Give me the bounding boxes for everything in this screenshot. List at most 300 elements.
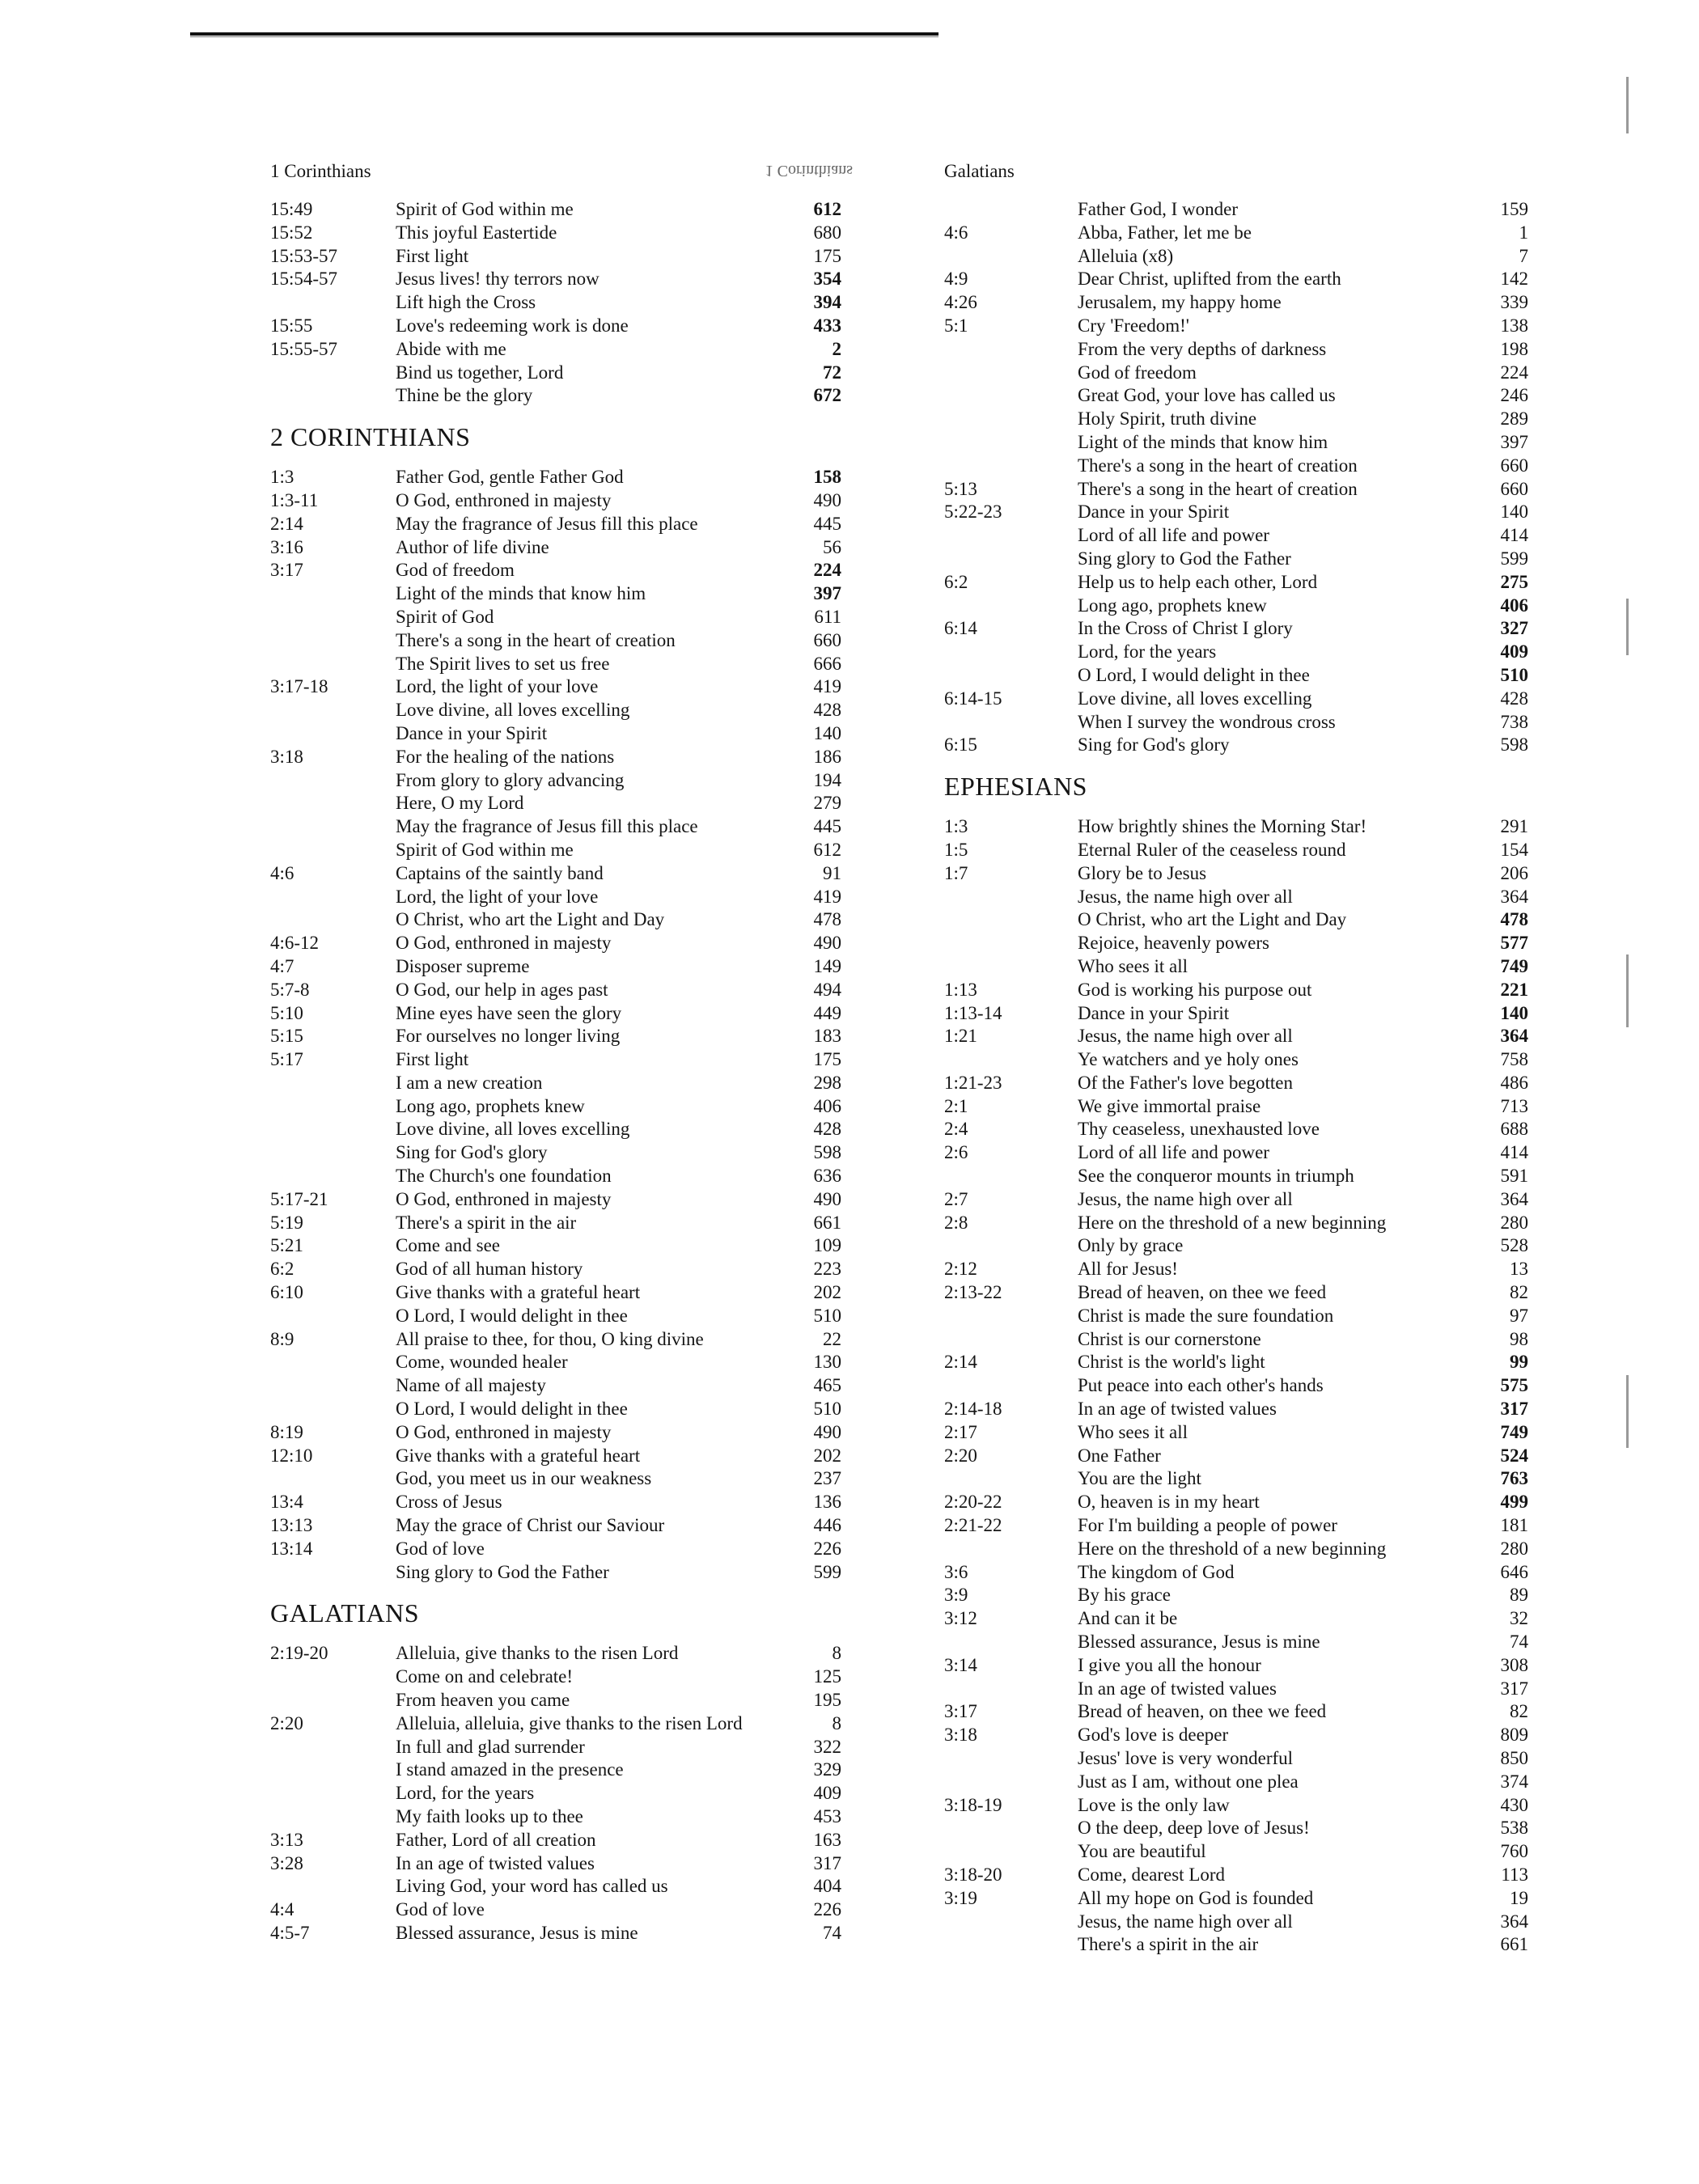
index-entry (944, 1025, 1535, 1048)
scripture-reference: 15:54-57 (270, 269, 338, 290)
index-entry (270, 699, 861, 722)
scripture-reference: 2:20 (944, 1445, 977, 1466)
index-entry (270, 1782, 861, 1805)
hymn-title: Jerusalem, my happy home (1078, 292, 1282, 313)
index-entry (270, 1141, 861, 1165)
hymn-number: 406 (813, 1095, 841, 1116)
hymn-title: Jesus lives! thy terrors now (396, 269, 600, 290)
index-entry (944, 1048, 1535, 1072)
hymn-title: First light (396, 245, 469, 266)
hymn-number: 661 (1500, 1934, 1528, 1955)
index-entry (944, 1328, 1535, 1352)
hymn-title: Come on and celebrate! (396, 1666, 574, 1687)
hymn-title: By his grace (1078, 1585, 1171, 1606)
hymn-number: 237 (813, 1468, 841, 1489)
hymn-title: In an age of twisted values (396, 1852, 595, 1873)
hymn-title: For ourselves no longer living (396, 1026, 621, 1047)
hymn-title: My faith looks up to thee (396, 1806, 583, 1826)
index-entry (270, 1467, 861, 1491)
scripture-reference: 12:10 (270, 1445, 313, 1466)
scripture-reference: 2:20-22 (944, 1492, 1002, 1513)
hymn-title: Love divine, all loves excelling (396, 700, 630, 721)
hymn-number: 317 (1500, 1399, 1528, 1420)
hymn-title: God's love is deeper (1078, 1725, 1229, 1746)
scan-edge-mark (1626, 77, 1629, 133)
hymn-title: Come and see (396, 1235, 501, 1256)
hymn-title: Lord of all life and power (1078, 525, 1269, 546)
hymn-number: 494 (813, 979, 841, 1000)
hymn-number: 406 (1500, 595, 1528, 616)
hymn-number: 136 (813, 1492, 841, 1513)
hymn-title: Abba, Father, let me be (1078, 222, 1252, 243)
hymn-title: Jesus, the name high over all (1078, 1026, 1293, 1047)
hymn-title: God is working his purpose out (1078, 979, 1312, 1000)
hymn-title: Father God, I wonder (1078, 199, 1239, 219)
index-entry (270, 1852, 861, 1876)
index-entry (270, 908, 861, 932)
hymn-title: O, heaven is in my heart (1078, 1492, 1260, 1513)
hymn-number: 186 (813, 746, 841, 767)
hymn-title: Sing for God's glory (1078, 734, 1230, 756)
hymn-number: 490 (813, 489, 841, 510)
hymn-title: Blessed assurance, Jesus is mine (396, 1922, 638, 1943)
hymn-title: There's a song in the heart of creation (396, 629, 676, 650)
hymn-number: 850 (1500, 1748, 1528, 1768)
scripture-reference: 15:52 (270, 222, 313, 243)
scripture-reference: 2:14-18 (944, 1399, 1002, 1420)
hymn-number: 130 (813, 1352, 841, 1373)
hymn-title: Lift high the Cross (396, 292, 536, 313)
hymn-number: 598 (813, 1142, 841, 1163)
hymn-title: Put peace into each other's hands (1078, 1375, 1324, 1396)
hymn-title: Ye watchers and ye holy ones (1078, 1049, 1299, 1070)
hymn-number: 449 (813, 1002, 841, 1023)
index-entry (270, 1002, 861, 1026)
hymn-number: 280 (1500, 1212, 1528, 1233)
hymn-number: 327 (1500, 618, 1528, 639)
scripture-reference: 5:17 (270, 1049, 303, 1070)
hymn-title: Name of all majesty (396, 1375, 546, 1396)
hymn-title: Eternal Ruler of the ceaseless round (1078, 839, 1346, 860)
hymn-number: 478 (1500, 909, 1528, 930)
scripture-reference: 3:6 (944, 1561, 968, 1582)
hymn-number: 499 (1500, 1492, 1528, 1513)
index-entry (944, 384, 1535, 408)
scripture-reference: 2:7 (944, 1188, 968, 1209)
hymn-title: Dance in your Spirit (1078, 1002, 1230, 1023)
index-entry (270, 932, 861, 955)
index-entry (270, 862, 861, 886)
index-entry (270, 792, 861, 815)
hymn-title: Love is the only law (1078, 1794, 1230, 1815)
left-sections (270, 198, 861, 1945)
hymn-title: Sing for God's glory (396, 1142, 548, 1163)
index-entry (944, 1840, 1535, 1864)
section (270, 1595, 861, 1945)
hymn-number: 611 (814, 606, 841, 627)
hymn-number: 194 (813, 769, 841, 790)
index-entry (270, 1398, 861, 1421)
scripture-reference: 2:21-22 (944, 1515, 1002, 1536)
hymn-title: I am a new creation (396, 1072, 543, 1093)
index-entry (270, 1118, 861, 1141)
scripture-reference: 3:19 (944, 1887, 977, 1908)
hymn-title: There's a spirit in the air (396, 1212, 577, 1233)
running-head-right (944, 158, 1535, 198)
hymn-title: Christ is our cornerstone (1078, 1328, 1261, 1349)
index-entry (270, 315, 861, 338)
scripture-reference: 1:3-11 (270, 489, 319, 510)
hymn-title: Give thanks with a grateful heart (396, 1445, 641, 1466)
hymn-number: 660 (813, 629, 841, 650)
index-entry (944, 1234, 1535, 1258)
hymn-title: There's a spirit in the air (1078, 1934, 1259, 1955)
index-entry (944, 711, 1535, 734)
index-entry (944, 315, 1535, 338)
index-entry (270, 1759, 861, 1782)
hymn-number: 490 (813, 933, 841, 954)
hymn-number: 446 (813, 1515, 841, 1536)
index-entry (944, 1305, 1535, 1328)
index-entry (944, 1678, 1535, 1701)
hymn-number: 2 (832, 338, 841, 359)
index-entry (270, 1188, 861, 1212)
hymn-title: Come, wounded healer (396, 1352, 568, 1373)
hymn-number: 433 (813, 315, 841, 336)
index-entry (944, 1607, 1535, 1631)
index-entry (270, 1445, 861, 1468)
scripture-reference: 4:9 (944, 269, 968, 290)
hymn-title: Dance in your Spirit (396, 722, 548, 743)
right-sections (944, 198, 1535, 1957)
hymn-number: 599 (813, 1561, 841, 1582)
hymn-title: All my hope on God is founded (1078, 1887, 1314, 1908)
hymn-title: From heaven you came (396, 1690, 570, 1711)
scripture-reference: 2:1 (944, 1095, 968, 1116)
hymn-title: I give you all the honour (1078, 1654, 1261, 1675)
index-entry (944, 979, 1535, 1002)
hymn-number: 206 (1500, 862, 1528, 883)
hymn-number: 599 (1500, 548, 1528, 569)
hymn-number: 486 (1500, 1072, 1528, 1093)
hymn-title: O God, enthroned in majesty (396, 489, 612, 510)
hymn-title: God of all human history (396, 1259, 583, 1280)
hymn-number: 414 (1500, 1142, 1528, 1163)
hymn-title: There's a song in the heart of creation (1078, 478, 1358, 499)
hymn-title: For the healing of the nations (396, 746, 615, 767)
running-head-label: 1 Corinthians (270, 161, 371, 181)
hymn-number: 660 (1500, 478, 1528, 499)
hymn-title: God, you meet us in our weakness (396, 1468, 652, 1489)
hymn-number: 636 (813, 1166, 841, 1187)
scripture-reference: 13:13 (270, 1515, 313, 1536)
index-entry (270, 1165, 861, 1188)
index-entry (944, 1188, 1535, 1212)
scripture-reference: 1:3 (944, 816, 968, 837)
hymn-title: And can it be (1078, 1608, 1178, 1629)
hymn-number: 8 (832, 1712, 841, 1733)
hymn-number: 763 (1500, 1468, 1528, 1489)
hymn-number: 409 (813, 1783, 841, 1804)
hymn-title: Here, O my Lord (396, 793, 524, 814)
index-entry (944, 1724, 1535, 1747)
hymn-title: Cry 'Freedom!' (1078, 315, 1189, 336)
scripture-reference: 2:14 (944, 1352, 977, 1373)
hymn-number: 99 (1510, 1352, 1528, 1373)
index-entry (270, 466, 861, 489)
hymn-title: May the grace of Christ our Saviour (396, 1515, 665, 1536)
scripture-reference: 2:8 (944, 1212, 968, 1233)
hymn-title: Thy ceaseless, unexhausted love (1078, 1119, 1320, 1140)
hymn-title: Christ is made the sure foundation (1078, 1305, 1334, 1326)
scripture-reference: 2:20 (270, 1712, 303, 1733)
index-entry (944, 501, 1535, 524)
index-entry (944, 1514, 1535, 1538)
hymn-title: From the very depths of darkness (1078, 338, 1327, 359)
hymn-title: O Lord, I would delight in thee (1078, 664, 1310, 685)
scripture-reference: 5:15 (270, 1026, 303, 1047)
hymn-number: 688 (1500, 1119, 1528, 1140)
hymn-number: 524 (1500, 1445, 1528, 1466)
scripture-reference: 4:5-7 (270, 1922, 310, 1943)
hymn-title: You are the light (1078, 1468, 1201, 1489)
hymn-title: Holy Spirit, truth divine (1078, 408, 1257, 430)
hymn-title: Rejoice, heavenly powers (1078, 933, 1269, 954)
index-entry (944, 245, 1535, 269)
index-entry (944, 1351, 1535, 1374)
hymn-number: 374 (1500, 1771, 1528, 1792)
hymn-number: 445 (813, 816, 841, 837)
index-entry (270, 1234, 861, 1258)
index-entry (944, 1141, 1535, 1165)
scripture-reference: 1:7 (944, 862, 968, 883)
index-entry (944, 1258, 1535, 1281)
scripture-reference: 4:6-12 (270, 933, 320, 954)
index-entry (270, 1048, 861, 1072)
hymn-number: 175 (813, 1049, 841, 1070)
hymn-title: I stand amazed in the presence (396, 1759, 624, 1780)
hymn-number: 280 (1500, 1538, 1528, 1559)
scripture-reference: 13:14 (270, 1538, 313, 1559)
hymn-number: 223 (813, 1259, 841, 1280)
hymn-number: 575 (1500, 1375, 1528, 1396)
index-entry (944, 1700, 1535, 1724)
index-entry (944, 1911, 1535, 1934)
left-column (270, 158, 861, 1945)
index-entry (270, 513, 861, 536)
top-rule-shadow (190, 36, 938, 37)
index-entry (270, 1689, 861, 1712)
hymn-title: In the Cross of Christ I glory (1078, 618, 1293, 639)
hymn-number: 109 (813, 1235, 841, 1256)
hymn-number: 82 (1510, 1282, 1528, 1303)
scripture-reference: 4:6 (944, 222, 968, 243)
scripture-reference: 2:6 (944, 1142, 968, 1163)
hymn-title: Bind us together, Lord (396, 362, 564, 383)
hymn-number: 809 (1500, 1725, 1528, 1746)
scripture-reference: 8:19 (270, 1421, 303, 1442)
hymn-number: 354 (813, 269, 841, 290)
index-entry (270, 222, 861, 245)
hymn-title: Light of the minds that know him (396, 583, 646, 604)
scripture-reference: 3:12 (944, 1608, 977, 1629)
hymn-title: Jesus, the name high over all (1078, 1911, 1293, 1932)
hymn-number: 22 (823, 1328, 841, 1349)
hymn-number: 428 (813, 1119, 841, 1140)
index-entry (270, 1351, 861, 1374)
hymn-title: Mine eyes have seen the glory (396, 1002, 622, 1023)
hymn-number: 97 (1510, 1305, 1528, 1326)
hymn-number: 394 (813, 292, 841, 313)
running-head-mirrored: 1 Corinthians (765, 162, 853, 180)
hymn-number: 591 (1500, 1166, 1528, 1187)
hymn-title: Here on the threshold of a new beginning (1078, 1212, 1387, 1233)
running-head-label: Galatians (944, 161, 1015, 181)
hymn-number: 364 (1500, 1911, 1528, 1932)
scripture-reference: 15:55 (270, 315, 313, 336)
hymn-title: When I survey the wondrous cross (1078, 711, 1336, 732)
index-entry (944, 1374, 1535, 1398)
hymn-number: 140 (1500, 502, 1528, 523)
hymn-number: 308 (1500, 1654, 1528, 1675)
scripture-reference: 8:9 (270, 1328, 294, 1349)
index-entry (944, 932, 1535, 955)
hymn-title: O God, our help in ages past (396, 979, 608, 1000)
scripture-reference: 3:17 (270, 560, 303, 581)
hymn-title: God of love (396, 1899, 485, 1920)
section-heading: 2 CORINTHIANS (270, 422, 471, 452)
index-entry (944, 524, 1535, 548)
hymn-number: 224 (1500, 362, 1528, 383)
hymn-title: The Church's one foundation (396, 1166, 612, 1187)
index-entry (944, 362, 1535, 385)
index-entry (270, 769, 861, 793)
index-entry (270, 1666, 861, 1689)
hymn-number: 430 (1500, 1794, 1528, 1815)
hymn-title: Lord, the light of your love (396, 676, 599, 697)
hymn-number: 419 (813, 676, 841, 697)
index-entry (270, 722, 861, 746)
hymn-title: Who sees it all (1078, 1421, 1188, 1442)
hymn-title: The Spirit lives to set us free (396, 653, 610, 674)
scripture-reference: 13:4 (270, 1492, 303, 1513)
index-entry (944, 222, 1535, 245)
index-entry (270, 1072, 861, 1095)
hymn-number: 1 (1519, 222, 1528, 243)
hymn-number: 89 (1510, 1585, 1528, 1606)
hymn-title: Here on the threshold of a new beginning (1078, 1538, 1387, 1559)
hymn-number: 224 (813, 560, 841, 581)
scripture-reference: 15:55-57 (270, 338, 338, 359)
index-entry (944, 734, 1535, 757)
hymn-number: 397 (813, 583, 841, 604)
hymn-title: All praise to thee, for thou, O king divine (396, 1328, 704, 1349)
scripture-reference: 3:18 (944, 1725, 977, 1746)
hymn-number: 202 (813, 1445, 841, 1466)
scripture-reference: 15:53-57 (270, 245, 338, 266)
index-entry (270, 1712, 861, 1736)
index-entry (270, 1829, 861, 1852)
index-entry (944, 839, 1535, 862)
hymn-number: 195 (813, 1690, 841, 1711)
hymn-number: 7 (1519, 245, 1528, 266)
scripture-reference: 5:17-21 (270, 1188, 328, 1209)
hymn-number: 8 (832, 1643, 841, 1664)
hymn-number: 98 (1510, 1328, 1528, 1349)
hymn-number: 339 (1500, 292, 1528, 313)
hymn-title: Spirit of God within me (396, 839, 574, 860)
index-entry (944, 815, 1535, 839)
scripture-reference: 4:26 (944, 292, 977, 313)
hymn-number: 760 (1500, 1841, 1528, 1862)
hymn-number: 660 (1500, 455, 1528, 476)
hymn-number: 226 (813, 1538, 841, 1559)
hymn-title: First light (396, 1049, 469, 1070)
hymn-title: Only by grace (1078, 1235, 1184, 1256)
hymn-title: Glory be to Jesus (1078, 862, 1207, 883)
hymn-title: Who sees it all (1078, 955, 1188, 976)
index-entry (944, 1072, 1535, 1095)
hymn-number: 713 (1500, 1095, 1528, 1116)
hymn-number: 419 (813, 886, 841, 907)
scripture-reference: 3:18 (270, 746, 303, 767)
hymn-title: Come, dearest Lord (1078, 1864, 1226, 1885)
index-entry (944, 617, 1535, 641)
scripture-reference: 2:19-20 (270, 1643, 328, 1664)
scripture-reference: 4:6 (270, 862, 294, 883)
index-entry (270, 1421, 861, 1445)
hymn-title: O God, enthroned in majesty (396, 1188, 612, 1209)
hymn-number: 142 (1500, 269, 1528, 290)
scripture-reference: 6:10 (270, 1282, 303, 1303)
hymn-number: 175 (813, 245, 841, 266)
index-entry (944, 1281, 1535, 1305)
hymn-title: Help us to help each other, Lord (1078, 571, 1318, 592)
hymn-title: Long ago, prophets knew (1078, 595, 1267, 616)
index-entry (944, 455, 1535, 478)
hymn-title: Love divine, all loves excelling (396, 1119, 630, 1140)
hymn-number: 221 (1500, 979, 1528, 1000)
hymn-title: This joyful Eastertide (396, 222, 557, 243)
hymn-title: God of freedom (396, 560, 515, 581)
scripture-reference: 2:12 (944, 1259, 977, 1280)
index-entry (270, 955, 861, 979)
hymn-title: One Father (1078, 1445, 1161, 1466)
hymn-number: 289 (1500, 408, 1528, 430)
hymn-title: Jesus, the name high over all (1078, 886, 1293, 907)
hymn-number: 113 (1501, 1864, 1528, 1885)
hymn-number: 758 (1500, 1049, 1528, 1070)
index-entry (944, 1491, 1535, 1514)
hymn-title: May the fragrance of Jesus fill this place (396, 513, 698, 534)
hymn-title: Father, Lord of all creation (396, 1829, 596, 1850)
hymn-title: See the conqueror mounts in triumph (1078, 1166, 1354, 1187)
hymn-number: 298 (813, 1072, 841, 1093)
scripture-reference: 1:5 (944, 839, 968, 860)
index-entry (944, 1584, 1535, 1607)
index-entry (944, 338, 1535, 362)
index-entry (944, 1561, 1535, 1585)
hymn-title: Living God, your word has called us (396, 1876, 668, 1897)
index-entry (944, 1467, 1535, 1491)
hymn-number: 13 (1510, 1259, 1528, 1280)
hymn-number: 397 (1500, 431, 1528, 452)
hymn-title: O God, enthroned in majesty (396, 933, 612, 954)
hymn-title: Christ is the world's light (1078, 1352, 1265, 1373)
index-entry (270, 245, 861, 269)
hymn-title: Spirit of God (396, 606, 494, 627)
hymn-title: Love divine, all loves excelling (1078, 688, 1312, 709)
